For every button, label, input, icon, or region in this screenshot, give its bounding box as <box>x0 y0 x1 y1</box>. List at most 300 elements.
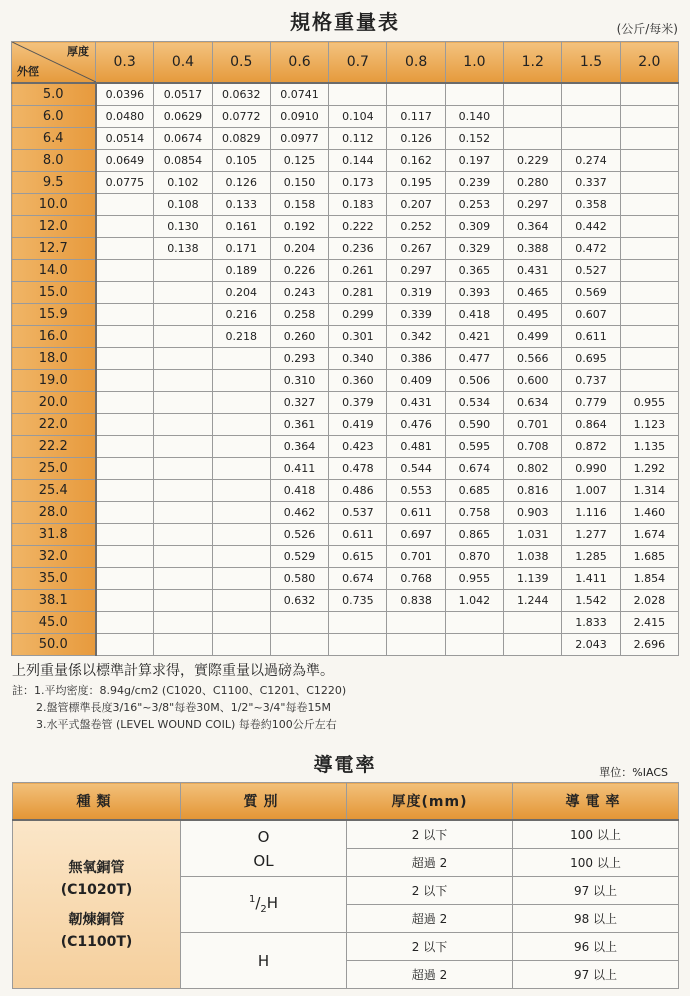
weight-cell: 0.0775 <box>96 172 154 194</box>
weight-cell <box>154 502 212 524</box>
grade-o: O <box>257 827 270 846</box>
weight-cell <box>212 458 270 480</box>
thickness-header: 0.8 <box>387 42 445 84</box>
notes-section <box>12 660 682 733</box>
weight-cell: 1.292 <box>620 458 678 480</box>
weight-cell: 0.615 <box>329 546 387 568</box>
weight-cell: 0.144 <box>329 150 387 172</box>
weight-cell: 0.260 <box>270 326 328 348</box>
outer-diameter-cell: 10.0 <box>12 194 96 216</box>
weight-cell: 0.216 <box>212 304 270 326</box>
outer-diameter-cell: 12.0 <box>12 216 96 238</box>
outer-diameter-cell: 20.0 <box>12 392 96 414</box>
weight-cell: 0.708 <box>504 436 562 458</box>
weight-cell <box>96 348 154 370</box>
weight-cell <box>96 546 154 568</box>
weight-cell: 0.955 <box>445 568 503 590</box>
table-row <box>12 392 679 414</box>
weight-cell: 1.411 <box>562 568 620 590</box>
weight-cell <box>96 238 154 260</box>
weight-cell <box>329 634 387 656</box>
weight-cell: 0.0517 <box>154 83 212 106</box>
weight-cell: 0.685 <box>445 480 503 502</box>
weight-cell <box>96 458 154 480</box>
weight-cell: 0.299 <box>329 304 387 326</box>
weight-cell: 0.419 <box>329 414 387 436</box>
weight-cell: 0.226 <box>270 260 328 282</box>
weight-cell <box>620 348 678 370</box>
weight-cell: 0.0674 <box>154 128 212 150</box>
weight-cell <box>154 568 212 590</box>
weight-cell: 2.696 <box>620 634 678 656</box>
weight-cell: 0.204 <box>212 282 270 304</box>
weight-cell: 0.189 <box>212 260 270 282</box>
thickness-header: 1.0 <box>445 42 503 84</box>
weight-cell <box>387 83 445 106</box>
type-oxygen-free-code: (C1020T) <box>60 881 133 898</box>
note-main: 上列重量係以標準計算求得，實際重量以過磅為準。 <box>12 663 334 679</box>
weight-cell: 0.105 <box>212 150 270 172</box>
weight-cell: 1.135 <box>620 436 678 458</box>
outer-diameter-cell: 25.0 <box>12 458 96 480</box>
weight-cell: 0.361 <box>270 414 328 436</box>
note-2: 2.盤管標準長度3/16"~3/8"每卷30M、1/2"~3/4"每卷15M <box>36 701 331 714</box>
weight-cell <box>96 502 154 524</box>
grade-ol: OL <box>253 851 274 870</box>
weight-cell: 0.701 <box>387 546 445 568</box>
weight-cell <box>212 370 270 392</box>
weight-cell <box>445 83 503 106</box>
weight-cell <box>212 502 270 524</box>
outer-diameter-cell: 12.7 <box>12 238 96 260</box>
weight-cell: 0.409 <box>387 370 445 392</box>
weight-cell <box>387 612 445 634</box>
table-row <box>12 128 679 150</box>
weight-cell <box>270 634 328 656</box>
weight-cell: 0.534 <box>445 392 503 414</box>
weight-cell: 0.0649 <box>96 150 154 172</box>
weight-cell: 0.340 <box>329 348 387 370</box>
weight-cell <box>562 128 620 150</box>
thickness-cell: 2 以下 <box>347 877 513 905</box>
weight-cell <box>96 370 154 392</box>
weight-cell: 0.297 <box>504 194 562 216</box>
weight-cell: 0.293 <box>270 348 328 370</box>
weight-cell <box>562 83 620 106</box>
thickness-header-row <box>12 42 679 84</box>
table-row <box>12 260 679 282</box>
weight-cell: 0.0910 <box>270 106 328 128</box>
weight-cell: 0.611 <box>387 502 445 524</box>
conductivity-header-row <box>13 783 679 821</box>
weight-cell <box>96 326 154 348</box>
outer-diameter-cell: 15.9 <box>12 304 96 326</box>
table-row <box>12 326 679 348</box>
weight-cell: 0.0632 <box>212 83 270 106</box>
weight-cell <box>154 436 212 458</box>
weight-cell: 0.838 <box>387 590 445 612</box>
weight-cell: 1.674 <box>620 524 678 546</box>
weight-cell: 0.674 <box>445 458 503 480</box>
weight-cell <box>154 348 212 370</box>
weight-cell: 0.0514 <box>96 128 154 150</box>
table-row <box>12 194 679 216</box>
weight-cell: 0.126 <box>387 128 445 150</box>
weight-cell <box>620 216 678 238</box>
weight-cell: 0.478 <box>329 458 387 480</box>
conductivity-unit-label: 單位：%IACS <box>599 766 668 779</box>
table-row <box>12 612 679 634</box>
weight-cell: 0.431 <box>387 392 445 414</box>
weight-cell: 0.207 <box>387 194 445 216</box>
weight-cell: 0.319 <box>387 282 445 304</box>
grade-h-cell: H <box>181 933 347 989</box>
thickness-header: 1.5 <box>562 42 620 84</box>
thickness-cell: 超過 2 <box>347 849 513 877</box>
note-1: 註：1.平均密度：8.94g/cm2 (C1020、C1100、C1201、C1220) <box>12 684 347 697</box>
weight-cell <box>96 304 154 326</box>
weight-cell: 0.192 <box>270 216 328 238</box>
weight-cell <box>504 612 562 634</box>
conductivity-cell: 97 以上 <box>513 961 679 989</box>
weight-cell <box>562 106 620 128</box>
weight-cell <box>154 282 212 304</box>
weight-cell <box>212 414 270 436</box>
weight-cell: 0.388 <box>504 238 562 260</box>
weight-cell: 0.112 <box>329 128 387 150</box>
weight-cell: 1.244 <box>504 590 562 612</box>
weight-cell: 0.104 <box>329 106 387 128</box>
weight-cell: 0.674 <box>329 568 387 590</box>
weight-cell: 1.285 <box>562 546 620 568</box>
weight-cell: 0.737 <box>562 370 620 392</box>
thickness-header: 0.3 <box>96 42 154 84</box>
weight-cell: 1.123 <box>620 414 678 436</box>
weight-cell: 0.152 <box>445 128 503 150</box>
weight-table <box>11 41 679 656</box>
weight-cell <box>154 304 212 326</box>
weight-cell <box>96 524 154 546</box>
table-row <box>12 524 679 546</box>
header-type: 種類 <box>13 783 181 821</box>
weight-cell <box>154 326 212 348</box>
outer-diameter-cell: 15.0 <box>12 282 96 304</box>
weight-cell: 0.222 <box>329 216 387 238</box>
weight-cell: 0.229 <box>504 150 562 172</box>
thickness-cell: 超過 2 <box>347 905 513 933</box>
weight-cell: 1.139 <box>504 568 562 590</box>
table-row <box>13 820 679 849</box>
weight-cell <box>96 634 154 656</box>
weight-cell: 0.476 <box>387 414 445 436</box>
conductivity-cell: 97 以上 <box>513 877 679 905</box>
weight-cell: 0.607 <box>562 304 620 326</box>
weight-cell: 1.854 <box>620 568 678 590</box>
weight-cell: 0.342 <box>387 326 445 348</box>
weight-cell: 0.117 <box>387 106 445 128</box>
thickness-header: 1.2 <box>504 42 562 84</box>
weight-cell: 1.833 <box>562 612 620 634</box>
weight-cell: 0.171 <box>212 238 270 260</box>
weight-cell: 0.329 <box>445 238 503 260</box>
weight-cell: 0.499 <box>504 326 562 348</box>
weight-cell <box>96 436 154 458</box>
weight-cell: 0.506 <box>445 370 503 392</box>
table-row <box>12 348 679 370</box>
weight-cell <box>154 480 212 502</box>
weight-cell: 0.364 <box>270 436 328 458</box>
weight-cell: 0.162 <box>387 150 445 172</box>
weight-cell <box>154 414 212 436</box>
conductivity-cell: 100 以上 <box>513 849 679 877</box>
weight-cell: 0.0629 <box>154 106 212 128</box>
weight-cell: 0.779 <box>562 392 620 414</box>
outer-diameter-cell: 25.4 <box>12 480 96 502</box>
grade-o-cell <box>181 820 347 877</box>
weight-cell <box>96 480 154 502</box>
weight-cell: 1.007 <box>562 480 620 502</box>
weight-cell: 0.197 <box>445 150 503 172</box>
weight-cell <box>212 348 270 370</box>
weight-cell <box>96 216 154 238</box>
table-row <box>12 216 679 238</box>
weight-cell <box>154 458 212 480</box>
type-cell <box>13 820 181 989</box>
conductivity-cell: 98 以上 <box>513 905 679 933</box>
weight-cell: 0.864 <box>562 414 620 436</box>
outer-diameter-cell: 5.0 <box>12 83 96 106</box>
table-row <box>12 590 679 612</box>
weight-cell <box>154 634 212 656</box>
weight-cell <box>154 546 212 568</box>
weight-cell <box>504 83 562 106</box>
grade-half-denominator: 2 <box>260 904 267 915</box>
table-row <box>12 458 679 480</box>
weight-cell: 0.195 <box>387 172 445 194</box>
weight-cell <box>504 106 562 128</box>
weight-cell <box>212 634 270 656</box>
weight-cell: 0.301 <box>329 326 387 348</box>
weight-cell <box>387 634 445 656</box>
corner-cell <box>12 42 96 84</box>
weight-cell: 0.364 <box>504 216 562 238</box>
weight-cell: 0.239 <box>445 172 503 194</box>
type-oxygen-free-name: 無氧銅管 <box>68 859 125 876</box>
grade-half-numerator: 1 <box>248 894 256 905</box>
weight-cell: 0.393 <box>445 282 503 304</box>
outer-diameter-cell: 32.0 <box>12 546 96 568</box>
weight-cell: 0.0977 <box>270 128 328 150</box>
weight-cell: 0.697 <box>387 524 445 546</box>
weight-cell <box>96 260 154 282</box>
table-row <box>12 634 679 656</box>
note-3: 3.水平式盤卷管 (LEVEL WOUND COIL) 每卷約100公斤左右 <box>36 718 337 731</box>
weight-cell: 1.685 <box>620 546 678 568</box>
outer-diameter-cell: 35.0 <box>12 568 96 590</box>
weight-cell: 0.0829 <box>212 128 270 150</box>
weight-cell: 0.465 <box>504 282 562 304</box>
weight-cell: 0.735 <box>329 590 387 612</box>
weight-table-body <box>12 83 679 656</box>
weight-cell <box>504 128 562 150</box>
weight-cell <box>270 612 328 634</box>
weight-cell: 0.280 <box>504 172 562 194</box>
weight-cell: 0.138 <box>154 238 212 260</box>
corner-od-label: 外徑 <box>17 65 39 78</box>
table-row <box>12 83 679 106</box>
weight-cell: 0.150 <box>270 172 328 194</box>
outer-diameter-cell: 19.0 <box>12 370 96 392</box>
weight-cell: 0.486 <box>329 480 387 502</box>
weight-cell <box>96 194 154 216</box>
weight-cell: 0.337 <box>562 172 620 194</box>
weight-cell <box>445 634 503 656</box>
weight-cell <box>212 436 270 458</box>
table-row <box>12 106 679 128</box>
thickness-header: 0.5 <box>212 42 270 84</box>
weight-cell: 1.042 <box>445 590 503 612</box>
weight-cell: 0.386 <box>387 348 445 370</box>
weight-cell: 0.990 <box>562 458 620 480</box>
table-row <box>12 238 679 260</box>
weight-cell: 0.527 <box>562 260 620 282</box>
table-row <box>12 172 679 194</box>
weight-cell <box>96 568 154 590</box>
thickness-cell: 2 以下 <box>347 933 513 961</box>
weight-cell: 0.600 <box>504 370 562 392</box>
thickness-header: 2.0 <box>620 42 678 84</box>
weight-cell: 0.267 <box>387 238 445 260</box>
table-row <box>12 414 679 436</box>
weight-cell: 0.327 <box>270 392 328 414</box>
weight-cell <box>620 260 678 282</box>
weight-cell: 0.695 <box>562 348 620 370</box>
weight-cell <box>504 634 562 656</box>
weight-cell: 0.258 <box>270 304 328 326</box>
weight-cell <box>620 128 678 150</box>
weight-cell: 0.418 <box>445 304 503 326</box>
outer-diameter-cell: 50.0 <box>12 634 96 656</box>
weight-cell <box>96 414 154 436</box>
weight-cell <box>154 590 212 612</box>
weight-cell: 0.865 <box>445 524 503 546</box>
weight-cell: 0.0854 <box>154 150 212 172</box>
table-row <box>12 304 679 326</box>
outer-diameter-cell: 45.0 <box>12 612 96 634</box>
weight-cell: 0.611 <box>562 326 620 348</box>
table-row <box>12 568 679 590</box>
weight-cell: 0.611 <box>329 524 387 546</box>
type-tough-pitch-name: 韌煉銅管 <box>68 911 125 928</box>
weight-cell: 0.462 <box>270 502 328 524</box>
weight-cell: 0.125 <box>270 150 328 172</box>
weight-cell <box>96 612 154 634</box>
table-row <box>12 546 679 568</box>
weight-cell <box>154 392 212 414</box>
grade-half-h: $^1/_2H$ <box>248 894 279 915</box>
outer-diameter-cell: 16.0 <box>12 326 96 348</box>
header-thickness: 厚度(mm) <box>347 783 513 821</box>
weight-cell: 0.130 <box>154 216 212 238</box>
header-grade: 質別 <box>181 783 347 821</box>
table-row <box>12 282 679 304</box>
grade-half-h-cell <box>181 877 347 933</box>
weight-cell: 0.903 <box>504 502 562 524</box>
weight-cell <box>154 260 212 282</box>
weight-cell: 0.173 <box>329 172 387 194</box>
table-row <box>12 480 679 502</box>
weight-cell: 0.102 <box>154 172 212 194</box>
weight-cell <box>620 304 678 326</box>
weight-cell: 0.0396 <box>96 83 154 106</box>
weight-cell <box>329 612 387 634</box>
weight-cell: 0.358 <box>562 194 620 216</box>
weight-cell <box>212 590 270 612</box>
weight-cell <box>620 194 678 216</box>
weight-cell <box>620 83 678 106</box>
weight-cell: 0.339 <box>387 304 445 326</box>
weight-cell: 0.252 <box>387 216 445 238</box>
weight-cell: 0.140 <box>445 106 503 128</box>
weight-cell: 0.281 <box>329 282 387 304</box>
weight-cell: 0.872 <box>562 436 620 458</box>
weight-cell: 0.481 <box>387 436 445 458</box>
weight-cell: 0.274 <box>562 150 620 172</box>
weight-cell <box>620 106 678 128</box>
outer-diameter-cell: 8.0 <box>12 150 96 172</box>
weight-cell: 0.580 <box>270 568 328 590</box>
weight-cell: 2.028 <box>620 590 678 612</box>
weight-cell: 0.297 <box>387 260 445 282</box>
weight-cell <box>96 590 154 612</box>
weight-cell <box>620 172 678 194</box>
weight-cell <box>212 480 270 502</box>
header-conductivity: 導電率 <box>513 783 679 821</box>
weight-cell: 0.310 <box>270 370 328 392</box>
weight-cell: 0.418 <box>270 480 328 502</box>
weight-cell: 0.204 <box>270 238 328 260</box>
weight-cell: 0.632 <box>270 590 328 612</box>
type-tough-pitch-code: (C1100T) <box>60 933 133 950</box>
thickness-header: 0.6 <box>270 42 328 84</box>
corner-thickness-label: 厚度 <box>67 45 89 58</box>
weight-cell: 0.218 <box>212 326 270 348</box>
conductivity-cell: 96 以上 <box>513 933 679 961</box>
conductivity-cell: 100 以上 <box>513 820 679 849</box>
outer-diameter-cell: 22.2 <box>12 436 96 458</box>
weight-cell: 0.758 <box>445 502 503 524</box>
table-row <box>12 150 679 172</box>
grade-half-letter: H <box>266 894 279 912</box>
outer-diameter-cell: 22.0 <box>12 414 96 436</box>
weight-cell: 1.031 <box>504 524 562 546</box>
weight-cell <box>212 568 270 590</box>
weight-cell: 2.415 <box>620 612 678 634</box>
weight-cell: 0.566 <box>504 348 562 370</box>
weight-cell: 0.955 <box>620 392 678 414</box>
weight-cell: 0.236 <box>329 238 387 260</box>
weight-cell: 0.529 <box>270 546 328 568</box>
thickness-cell: 2 以下 <box>347 820 513 849</box>
weight-cell: 0.442 <box>562 216 620 238</box>
weight-cell: 0.477 <box>445 348 503 370</box>
weight-cell: 0.360 <box>329 370 387 392</box>
weight-cell: 0.133 <box>212 194 270 216</box>
weight-cell: 0.423 <box>329 436 387 458</box>
weight-cell: 0.365 <box>445 260 503 282</box>
weight-cell: 0.634 <box>504 392 562 414</box>
weight-cell: 0.261 <box>329 260 387 282</box>
